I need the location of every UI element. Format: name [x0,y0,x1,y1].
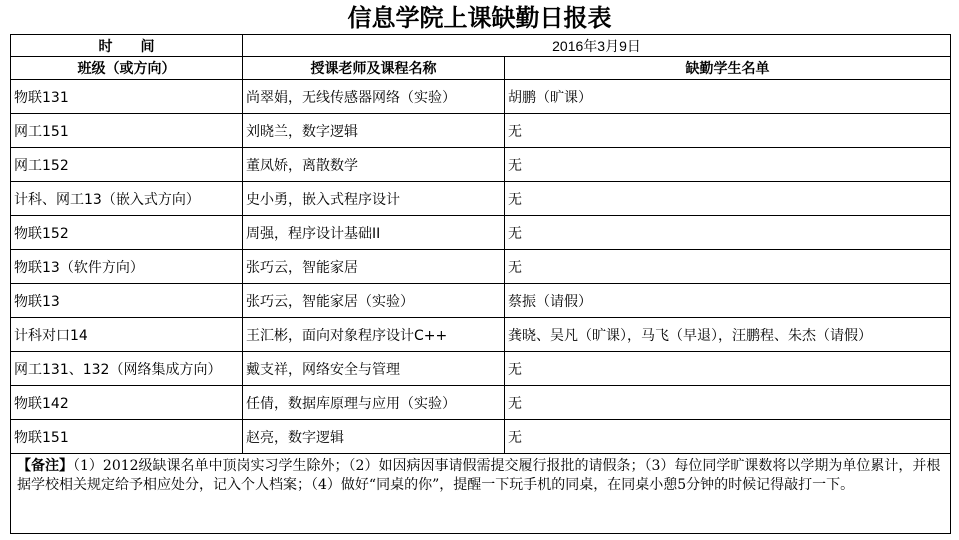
class-cell: 物联152 [11,216,243,250]
absent-students-cell: 无 [505,148,951,182]
table-row [11,420,951,454]
absent-students-cell: 无 [505,352,951,386]
table-row [11,250,951,284]
class-cell: 网工152 [11,148,243,182]
class-cell: 物联13（软件方向） [11,250,243,284]
teacher-course-cell: 史小勇，嵌入式程序设计 [243,182,505,216]
absent-students-cell: 无 [505,250,951,284]
class-cell: 计科、网工13（嵌入式方向） [11,182,243,216]
notes-cell [11,454,951,534]
table-row [11,318,951,352]
teacher-course-cell: 刘晓兰，数字逻辑 [243,114,505,148]
absent-students-cell: 无 [505,386,951,420]
notes-row [11,454,951,534]
class-cell: 物联131 [11,80,243,114]
absent-students-cell: 龚晓、吴凡（旷课），马飞（早退），汪鹏程、朱杰（请假） [505,318,951,352]
table-row [11,284,951,318]
column-header-teacher: 授课老师及课程名称 [243,57,505,80]
absent-students-cell: 无 [505,114,951,148]
table-row [11,114,951,148]
table-row [11,182,951,216]
report-title: 信息学院上课缺勤日报表 [347,3,612,32]
column-header-row [11,57,951,80]
time-row [11,35,951,57]
table-row [11,216,951,250]
notes-text: （1）2012级缺课名单中顶岗实习学生除外；（2）如因病因事请假需提交履行报批的请假条；（3）每位同学旷课数将以学期为单位累计，并根据学校相关规定给予相应处分，记入个人档案；（4）做好“同桌的你”，提醒一下玩手机的同桌，在同桌小憩5分钟的时候记得敲打一下。 [17,458,941,493]
absent-students-cell: 无 [505,420,951,454]
teacher-course-cell: 尚翠娟，无线传感器网络（实验） [243,80,505,114]
absent-students-cell: 无 [505,216,951,250]
table-row [11,352,951,386]
teacher-course-cell: 赵亮，数字逻辑 [243,420,505,454]
teacher-course-cell: 王汇彬，面向对象程序设计C++ [243,318,505,352]
column-header-absent: 缺勤学生名单 [505,57,951,80]
teacher-course-cell: 戴支祥，网络安全与管理 [243,352,505,386]
time-label: 时 间 [11,35,243,57]
absence-report-table [10,34,951,534]
class-cell: 网工131、132（网络集成方向） [11,352,243,386]
table-row [11,386,951,420]
notes-label: 【备注】 [17,458,73,474]
class-cell: 网工151 [11,114,243,148]
absent-students-cell: 蔡振（请假） [505,284,951,318]
class-cell: 物联13 [11,284,243,318]
report-date: 2016年3月9日 [243,35,951,57]
class-cell: 物联142 [11,386,243,420]
table-row [11,80,951,114]
teacher-course-cell: 张巧云，智能家居（实验） [243,284,505,318]
column-header-class: 班级（或方向） [11,57,243,80]
class-cell: 计科对口14 [11,318,243,352]
teacher-course-cell: 任倩，数据库原理与应用（实验） [243,386,505,420]
table-row [11,148,951,182]
teacher-course-cell: 董凤娇，离散数学 [243,148,505,182]
absent-students-cell: 胡鹏（旷课） [505,80,951,114]
class-cell: 物联151 [11,420,243,454]
teacher-course-cell: 周强，程序设计基础II [243,216,505,250]
teacher-course-cell: 张巧云，智能家居 [243,250,505,284]
absent-students-cell: 无 [505,182,951,216]
